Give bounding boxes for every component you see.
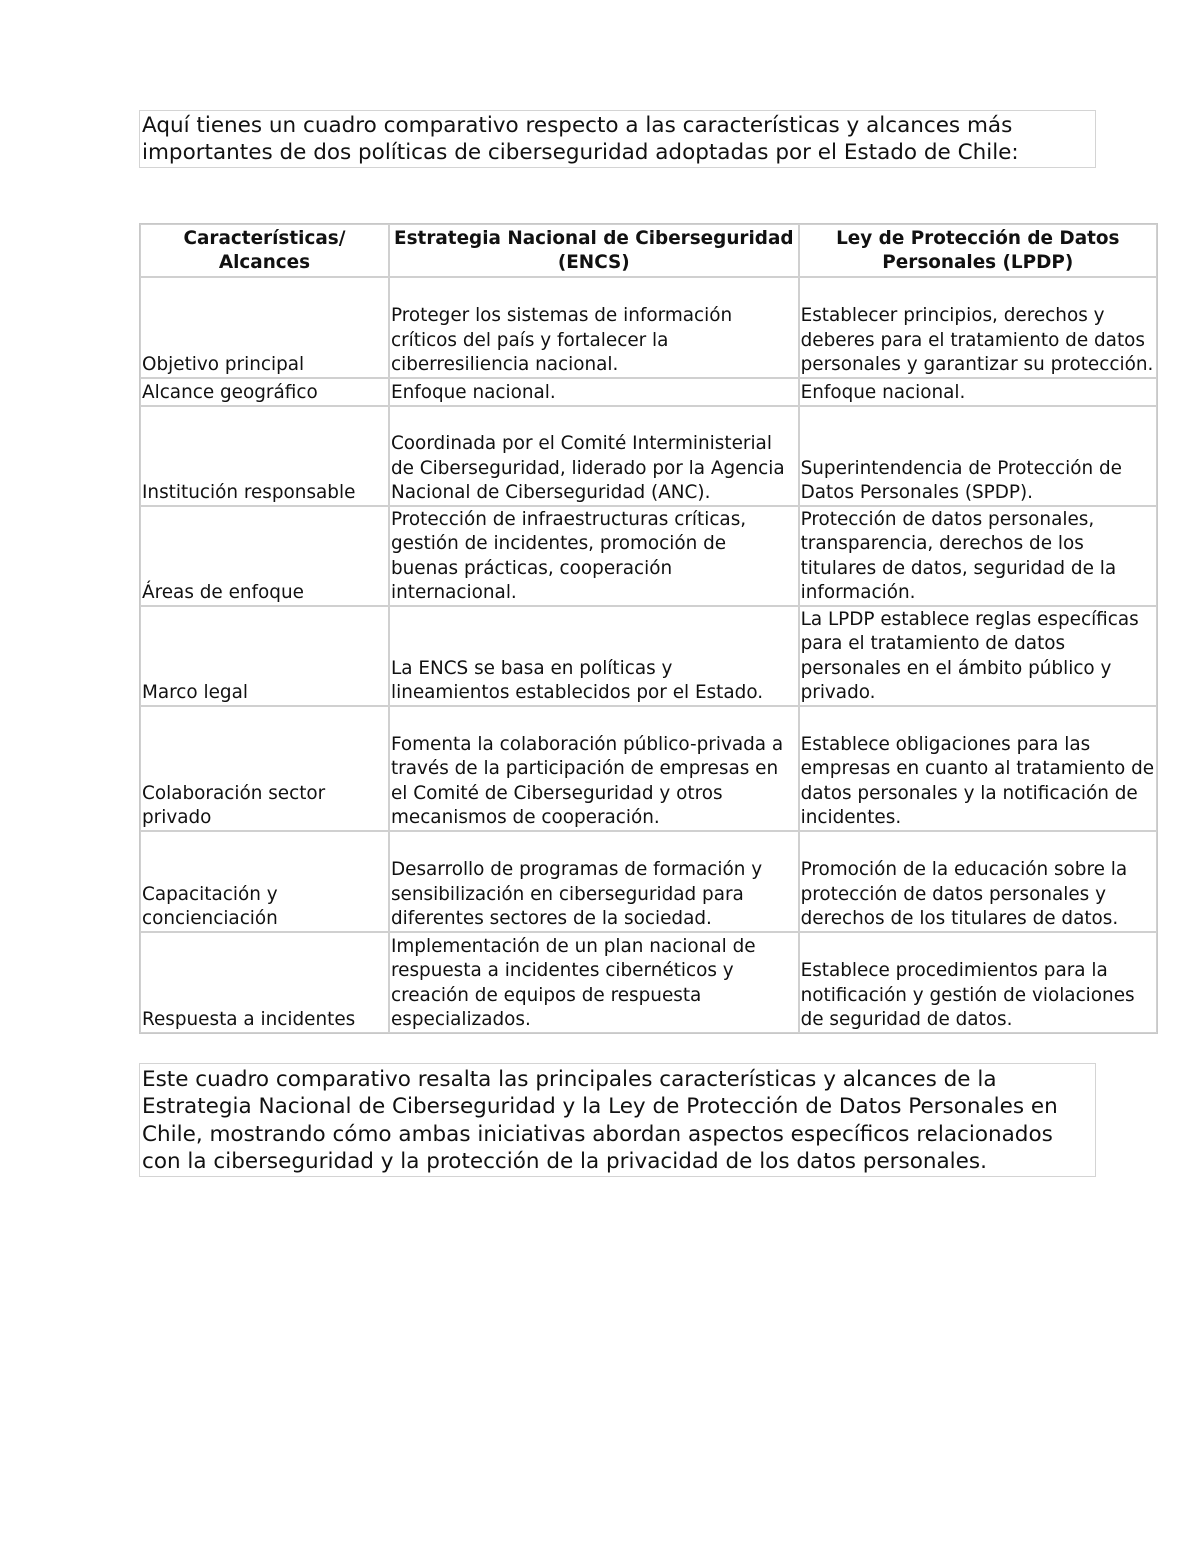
row-feature: Objetivo principal [140, 277, 389, 378]
table-header [140, 224, 1157, 277]
table-row [140, 706, 1157, 831]
conclusion-paragraph: Este cuadro comparativo resalta las principales características y alcances de la Estrategia Nacional de Ciberseguridad y la Ley de Protección de Datos Personales en Chile, mostrando cómo ambas iniciativas abordan aspectos específicos relacionados con la ciberseguridad y la protección de la privacidad de los datos personales. [139, 1063, 1096, 1177]
row-lpdp: Establecer principios, derechos y deberes para el tratamiento de datos personales y garantizar su protección. [799, 277, 1157, 378]
row-encs: Implementación de un plan nacional de respuesta a incidentes cibernéticos y creación de equipos de respuesta especializados. [389, 932, 799, 1033]
table-row [140, 406, 1157, 506]
intro-paragraph: Aquí tienes un cuadro comparativo respecto a las características y alcances más importantes de dos políticas de ciberseguridad adoptadas por el Estado de Chile: [139, 110, 1096, 168]
header-row [140, 224, 1157, 277]
table-row [140, 831, 1157, 932]
row-encs: Enfoque nacional. [389, 378, 799, 406]
row-lpdp: Establece procedimientos para la notificación y gestión de violaciones de seguridad de datos. [799, 932, 1157, 1033]
row-lpdp: La LPDP establece reglas específicas para el tratamiento de datos personales en el ámbito público y privado. [799, 606, 1157, 706]
row-encs: La ENCS se basa en políticas y lineamientos establecidos por el Estado. [389, 606, 799, 706]
row-feature: Respuesta a incidentes [140, 932, 389, 1033]
row-encs: Desarrollo de programas de formación y sensibilización en ciberseguridad para diferentes sectores de la sociedad. [389, 831, 799, 932]
table-row [140, 606, 1157, 706]
row-encs: Proteger los sistemas de información críticos del país y fortalecer la ciberresiliencia nacional. [389, 277, 799, 378]
row-feature: Institución responsable [140, 406, 389, 506]
comparison-table [139, 223, 1158, 1034]
row-encs: Protección de infraestructuras críticas, gestión de incidentes, promoción de buenas prácticas, cooperación internacional. [389, 506, 799, 606]
table-row [140, 277, 1157, 378]
row-encs: Fomenta la colaboración público-privada a través de la participación de empresas en el Comité de Ciberseguridad y otros mecanismos de cooperación. [389, 706, 799, 831]
table-row [140, 506, 1157, 606]
row-feature: Áreas de enfoque [140, 506, 389, 606]
row-feature: Colaboración sector privado [140, 706, 389, 831]
row-lpdp: Establece obligaciones para las empresas en cuanto al tratamiento de datos personales y la notificación de incidentes. [799, 706, 1157, 831]
table-row [140, 378, 1157, 406]
row-feature: Marco legal [140, 606, 389, 706]
row-feature: Alcance geográfico [140, 378, 389, 406]
table-row [140, 932, 1157, 1033]
table-body [140, 277, 1157, 1033]
header-encs: Estrategia Nacional de Ciberseguridad (ENCS) [389, 224, 799, 277]
row-lpdp: Enfoque nacional. [799, 378, 1157, 406]
row-lpdp: Promoción de la educación sobre la protección de datos personales y derechos de los titulares de datos. [799, 831, 1157, 932]
row-lpdp: Superintendencia de Protección de Datos Personales (SPDP). [799, 406, 1157, 506]
row-encs: Coordinada por el Comité Interministerial de Ciberseguridad, liderado por la Agencia Nacional de Ciberseguridad (ANC). [389, 406, 799, 506]
header-features: Características/ Alcances [140, 224, 389, 277]
header-lpdp: Ley de Protección de Datos Personales (LPDP) [799, 224, 1157, 277]
row-lpdp: Protección de datos personales, transparencia, derechos de los titulares de datos, seguridad de la información. [799, 506, 1157, 606]
row-feature: Capacitación y concienciación [140, 831, 389, 932]
